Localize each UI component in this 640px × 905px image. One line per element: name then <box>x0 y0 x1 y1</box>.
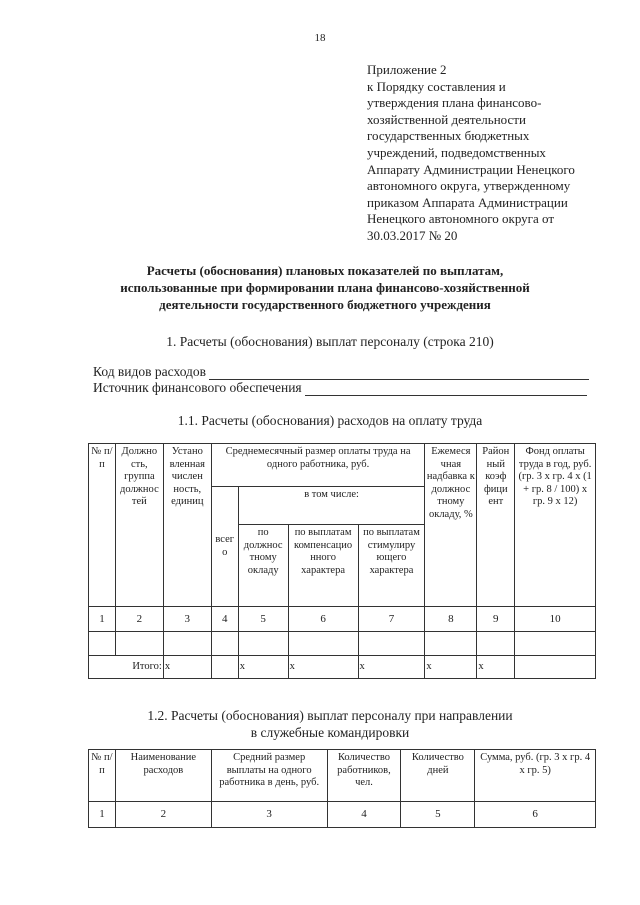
appendix-line: 30.03.2017 № 20 <box>367 227 458 243</box>
column-numbers-row <box>89 802 596 828</box>
empty-data-row <box>89 632 596 656</box>
expense-code-field <box>93 364 589 380</box>
appendix-block <box>367 62 627 245</box>
header-position: Должно сть, группа должнос тей <box>115 444 163 607</box>
header-sum: Сумма, руб. (гр. 3 х гр. 4 х гр. 5) <box>475 750 596 802</box>
document-title <box>90 262 560 313</box>
header-incentive: по выплатам стимулиру ющего характера <box>358 525 425 607</box>
column-number: 4 <box>327 802 401 828</box>
header-total: всег о <box>211 487 238 607</box>
total-mark: х <box>163 656 211 679</box>
appendix-line: Приложение 2 <box>367 62 447 77</box>
header-num: № п/п <box>89 750 116 802</box>
column-number: 6 <box>475 802 596 828</box>
funding-source-field <box>93 380 587 396</box>
header-monthly-bonus: Ежемеся чная надбавка к должнос тному окладу, % <box>425 444 477 607</box>
header-staff: Устано вленная числен ность, единиц <box>163 444 211 607</box>
column-number: 7 <box>358 607 425 632</box>
appendix-line: к Порядку составления и <box>367 78 506 94</box>
column-number: 4 <box>211 607 238 632</box>
header-annual-fund: Фонд оплаты труда в год, руб. (гр. 3 х гр. 4 х (1 + гр. 8 / 100) х гр. 9 х 12) <box>515 444 596 607</box>
total-mark: х <box>288 656 358 679</box>
appendix-line: хозяйственной деятельности <box>367 111 526 127</box>
title-line: деятельности государственного бюджетного учреждения <box>159 297 491 312</box>
column-number: 1 <box>89 607 116 632</box>
header-workers: Количество работников, чел. <box>327 750 401 802</box>
column-number: 3 <box>163 607 211 632</box>
appendix-line: Ненецкого автономного округа от <box>367 211 555 227</box>
appendix-line: Аппарату Администрации Ненецкого <box>367 161 575 177</box>
header-including: в том числе: <box>238 487 425 525</box>
header-avg-salary: Среднемесячный размер оплаты труда на одного работника, руб. <box>211 444 425 487</box>
column-number: 9 <box>477 607 515 632</box>
column-numbers-row <box>89 607 596 632</box>
funding-source-line <box>305 383 587 396</box>
header-num: № п/п <box>89 444 116 607</box>
heading-line: в служебные командировки <box>250 725 410 740</box>
total-mark: х <box>358 656 425 679</box>
column-number: 6 <box>288 607 358 632</box>
column-number: 5 <box>238 607 288 632</box>
travel-expenses-table <box>88 749 596 828</box>
header-compensation: по выплатам компенсацио нного характера <box>288 525 358 607</box>
title-line: Расчеты (обоснования) плановых показателей по выплатам, <box>146 263 504 278</box>
column-number: 2 <box>115 607 163 632</box>
total-label: Итого: <box>89 656 164 679</box>
appendix-line: учреждений, подведомственных <box>367 144 546 160</box>
appendix-line: автономного округа, утвержденному <box>367 178 571 194</box>
page-number: 18 <box>314 32 326 44</box>
column-number: 10 <box>515 607 596 632</box>
heading-line: 1.2. Расчеты (обоснования) выплат персоналу при направлении <box>147 708 513 723</box>
total-mark: х <box>425 656 477 679</box>
column-number: 5 <box>401 802 475 828</box>
header-avg-payment: Средний размер выплаты на одного работника в день, руб. <box>211 750 327 802</box>
header-days: Количество дней <box>401 750 475 802</box>
total-mark: х <box>477 656 515 679</box>
column-number: 3 <box>211 802 327 828</box>
section-1-heading: 1. Расчеты (обоснования) выплат персоналу (строка 210) <box>166 334 494 349</box>
header-regional-coef: Район ный коэф фици ент <box>477 444 515 607</box>
appendix-line: приказом Аппарата Администрации <box>367 194 568 210</box>
appendix-line: утверждения плана финансово- <box>367 95 542 111</box>
column-number: 1 <box>89 802 116 828</box>
appendix-line: государственных бюджетных <box>367 128 530 144</box>
expense-code-label: Код видов расходов <box>93 364 207 379</box>
column-number: 8 <box>425 607 477 632</box>
header-by-salary: по должнос тному окладу <box>238 525 288 607</box>
column-number: 2 <box>115 802 211 828</box>
title-line: использованные при формировании плана финансово-хозяйственной <box>120 280 530 295</box>
header-name: Наименование расходов <box>115 750 211 802</box>
totals-row <box>89 656 596 679</box>
funding-source-label: Источник финансового обеспечения <box>93 380 302 395</box>
total-mark: х <box>238 656 288 679</box>
expense-code-line <box>209 367 589 380</box>
wage-calculation-table <box>88 443 596 679</box>
section-1-2-heading <box>60 707 600 741</box>
section-1-1-heading: 1.1. Расчеты (обоснования) расходов на оплату труда <box>177 413 483 428</box>
